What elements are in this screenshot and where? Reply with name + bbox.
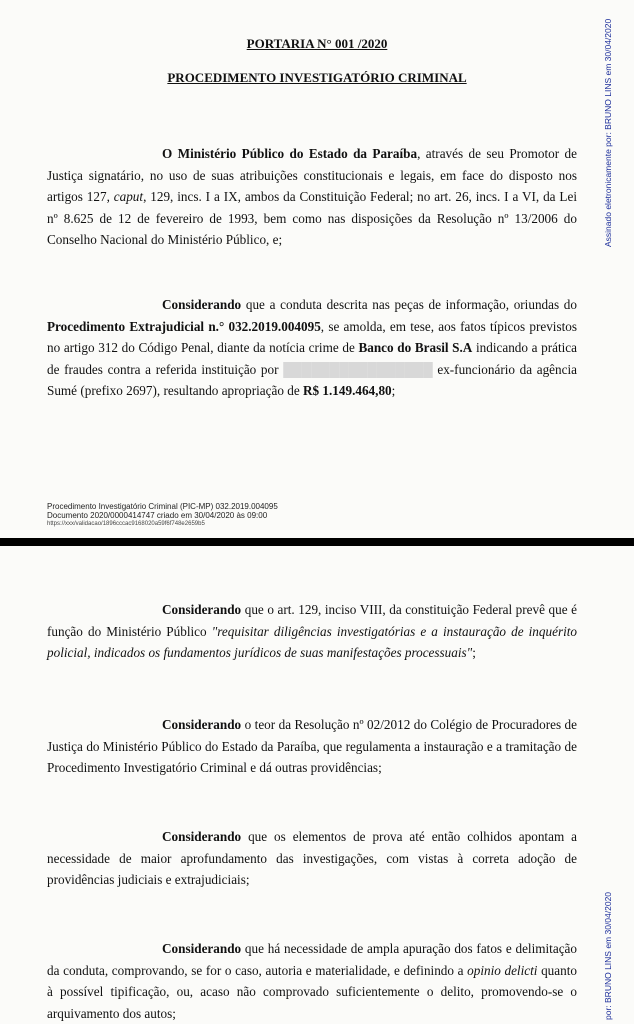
paragraph-text: , se amolda, em tese, aos fatos típicos previstos no artigo 312 do Código Penal, diante da notícia crime de — [47, 318, 577, 355]
opinio-delicti-italic: opinio delicti — [467, 962, 538, 978]
paragraph-text: o teor da Resolução nº 02/2012 do Colégio de Procuradores de Justiça do Ministério Público do Estado da Paraíba, que regulamenta a instauração e a tramitação de Procedimento Investigatório Criminal e dá outras providências; — [47, 717, 577, 775]
considering-paragraph-5 — [47, 938, 577, 1024]
considering-paragraph-3 — [47, 714, 577, 779]
considering-label: Considerando — [162, 297, 242, 312]
electronic-signature-stamp: Assinado eletronicamente por: BRUNO LINS em 30/04/2020 — [603, 18, 613, 247]
paragraph-text: ; — [472, 645, 476, 660]
considering-label: Considerando — [162, 602, 242, 617]
document-page-2 — [0, 546, 634, 1024]
document-footer — [47, 502, 278, 529]
preamble-text-2: , 129, incs. I a IX, ambos da Constituição Federal; no art. 26, incs. I a VI, da Lei nº 8.625 de 12 de fevereiro de 1993, bem como nas disposições da Resolução nº 13/2006 do Conselho Nacional do Ministério Público, e; — [47, 189, 577, 247]
procedure-number: Procedimento Extrajudicial n.° 032.2019.004095 — [47, 318, 321, 334]
footer-document-line: Documento 2020/0000414747 criado em 30/04/2020 às 09:00 — [47, 511, 268, 520]
paragraph-text: quanto à possível tipificação, ou, acaso não comprovado suficientemente o delito, promovendo-se o arquivamento dos autos; — [47, 962, 577, 1021]
considering-paragraph-4 — [47, 826, 577, 891]
considering-label: Considerando — [162, 941, 242, 956]
paragraph-text: ex-funcionário da agência Sumé (prefixo 2697), resultando apropriação de — [47, 361, 577, 398]
footer-procedure-line: Procedimento Investigatório Criminal (PIC-MP) 032.2019.004095 — [47, 502, 278, 511]
paragraph-text: que os elementos de prova até então colhidos apontam a necessidade de maior aprofundamento das investigações, com vistas à correta adoção de providências judiciais e extrajudiciais; — [47, 829, 577, 887]
considering-paragraph-2 — [47, 599, 577, 664]
considering-paragraph-1 — [47, 294, 577, 402]
document-subtitle: PROCEDIMENTO INVESTIGATÓRIO CRIMINAL — [167, 70, 467, 85]
preamble-text-1: , através de seu Promotor de Justiça signatário, no uso de suas atribuições constitucionais e legais, em face do disposto nos artigos 127, — [47, 146, 577, 204]
preamble-italic: caput — [113, 189, 144, 204]
preamble-bold: O Ministério Público do Estado da Paraíba — [162, 146, 418, 161]
electronic-signature-stamp: por: BRUNO LINS em 30/04/2020 — [603, 891, 613, 1020]
paragraph-text: que há necessidade de ampla apuração dos fatos e delimitação da conduta, comprovando, se for o caso, autoria e materialidade, e definindo a — [47, 941, 577, 978]
footer-validation-link[interactable]: https://xxx/validacao/1896cccac9168020a59f6f748e2659b5 — [47, 521, 205, 527]
preamble-paragraph — [47, 143, 577, 251]
paragraph-text: indicando a prática de fraudes contra a referida instituição por — [47, 340, 577, 377]
considering-label: Considerando — [162, 717, 242, 732]
constitution-quote: "requisitar diligências investigatórias e a instauração de inquérito policial, indicados os fundamentos jurídicos de suas manifestações processuais" — [47, 623, 577, 660]
amount-value: R$ 1.149.464,80 — [302, 383, 392, 398]
redacted-name: ████████████████ — [283, 361, 433, 377]
portaria-title: PORTARIA N° 001 /2020 — [246, 36, 388, 51]
paragraph-text: que o art. 129, inciso VIII, da constituição Federal prevê que é função do Ministério Público — [47, 602, 577, 639]
paragraph-text: que a conduta descrita nas peças de informação, oriundas do — [241, 297, 577, 312]
paragraph-text: ; — [391, 383, 396, 398]
bank-name: Banco do Brasil S.A — [358, 340, 473, 355]
considering-label: Considerando — [162, 829, 242, 844]
